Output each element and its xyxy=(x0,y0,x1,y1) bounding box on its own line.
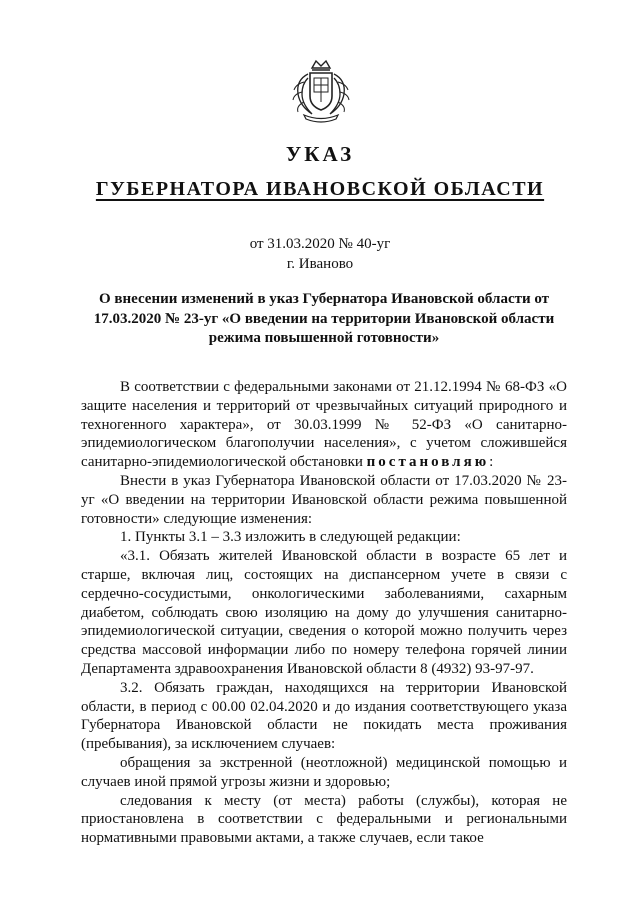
paragraph: 3.2. Обязать граждан, находящихся на территории Ивановской области, в период с 00.00 02.04.2020 и до издания соответствующего указа Губернатора Ивановской области не покидать места проживания (пребывания), за исключением случаев: xyxy=(81,679,567,753)
document-subject: О внесении изменений в указ Губернатора Ивановской области от 17.03.2020 № 23-уг «О введении на территории Ивановской области режима повышенной готовности» xyxy=(93,291,555,346)
document-body xyxy=(81,378,567,848)
document-type-title: УКАЗ xyxy=(285,142,355,166)
paragraph: «3.1. Обязать жителей Ивановской области в возрасте 65 лет и старше, включая лиц, состоящих на диспансерном учете в связи с сердечно-сосудистыми, онкологическими заболеваниями, сахарным диабетом, соблюдать свою изоляцию на дому до улучшения санитарно-эпидемиологической ситуации, сведения о которой можно получить через средства массовой информации либо по номеру телефона горячей линии Департамента здравоохранения Ивановской области 8 (4932) 93-97-97. xyxy=(81,548,567,677)
city: г. Иваново xyxy=(286,256,354,272)
issuer-title: ГУБЕРНАТОРА ИВАНОВСКОЙ ОБЛАСТИ xyxy=(95,178,545,200)
paragraph: обращения за экстренной (неотложной) медицинской помощью и случаев иной прямой угрозы жизни и здоровью; xyxy=(81,754,567,790)
paragraph: следования к месту (от места) работы (службы), которая не приостановлена в соответствии с федеральными и региональными нормативными правовыми актами, а также случаев, если такое xyxy=(81,792,567,847)
coat-of-arms-emblem xyxy=(290,58,352,124)
paragraph: 1. Пункты 3.1 – 3.3 изложить в следующей редакции: xyxy=(120,529,461,546)
paragraph: Внести в указ Губернатора Ивановской области от 17.03.2020 № 23-уг «О введении на территории Ивановской области режима повышенной готовности» следующие изменения: xyxy=(81,472,567,527)
date-number: от 31.03.2020 № 40-уг xyxy=(249,236,391,252)
decree-word: постановляю xyxy=(366,454,490,471)
paragraph-preamble: В соответствии с федеральными законами от 21.12.1994 № 68-ФЗ «О защите населения и территорий от чрезвычайных ситуаций природного и техногенного характера», от 30.03.1999 № 52-ФЗ «О санитарно-эпидемиологическом благополучии населения», с учетом сложившейся санитарно-эпидемиологической обстановки постановляю: xyxy=(81,379,567,471)
